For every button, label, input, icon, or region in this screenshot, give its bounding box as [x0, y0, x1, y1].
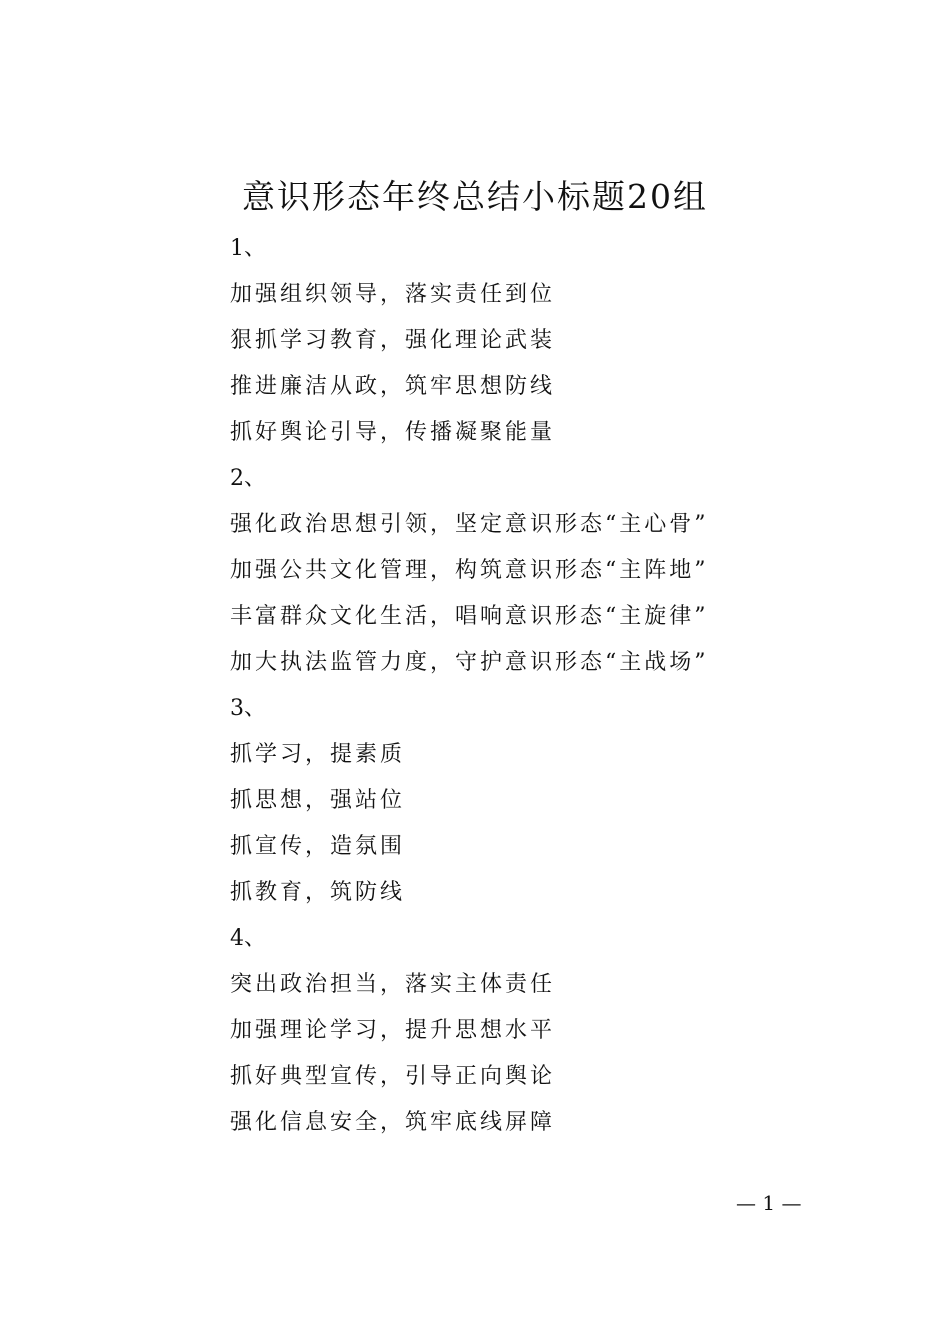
- heading-line: 抓好舆论引导，传播凝聚能量: [230, 420, 556, 445]
- heading-line: 丰富群众文化生活，唱响意识形态“主旋律”: [230, 604, 709, 629]
- section-1: [230, 226, 850, 456]
- section-4: [230, 916, 850, 1146]
- document-body: [230, 226, 850, 1146]
- heading-line: 加强公共文化管理，构筑意识形态“主阵地”: [230, 558, 709, 583]
- heading-line: 抓教育，筑防线: [230, 880, 406, 905]
- heading-line: 突出政治担当，落实主体责任: [230, 972, 556, 997]
- heading-line: 狠抓学习教育，强化理论武装: [230, 328, 556, 353]
- section-3: [230, 686, 850, 916]
- heading-line: 加强组织领导，落实责任到位: [230, 282, 556, 307]
- heading-line: 抓宣传，造氛围: [230, 834, 406, 859]
- heading-line: 加强理论学习，提升思想水平: [230, 1018, 556, 1043]
- heading-line: 抓学习，提素质: [230, 742, 406, 767]
- heading-line: 强化信息安全，筑牢底线屏障: [230, 1110, 556, 1135]
- section-number: 4、: [230, 926, 266, 951]
- heading-line: 加大执法监管力度，守护意识形态“主战场”: [230, 650, 709, 675]
- document-title: 意识形态年终总结小标题20组: [242, 177, 708, 216]
- section-2: [230, 456, 850, 686]
- heading-line: 强化政治思想引领，坚定意识形态“主心骨”: [230, 512, 709, 537]
- section-number: 3、: [230, 696, 266, 721]
- section-number: 1、: [230, 236, 266, 261]
- section-number: 2、: [230, 466, 266, 491]
- page-number: — 1 —: [736, 1191, 802, 1215]
- heading-line: 抓思想，强站位: [230, 788, 406, 813]
- heading-line: 推进廉洁从政，筑牢思想防线: [230, 374, 556, 399]
- heading-line: 抓好典型宣传，引导正向舆论: [230, 1064, 556, 1089]
